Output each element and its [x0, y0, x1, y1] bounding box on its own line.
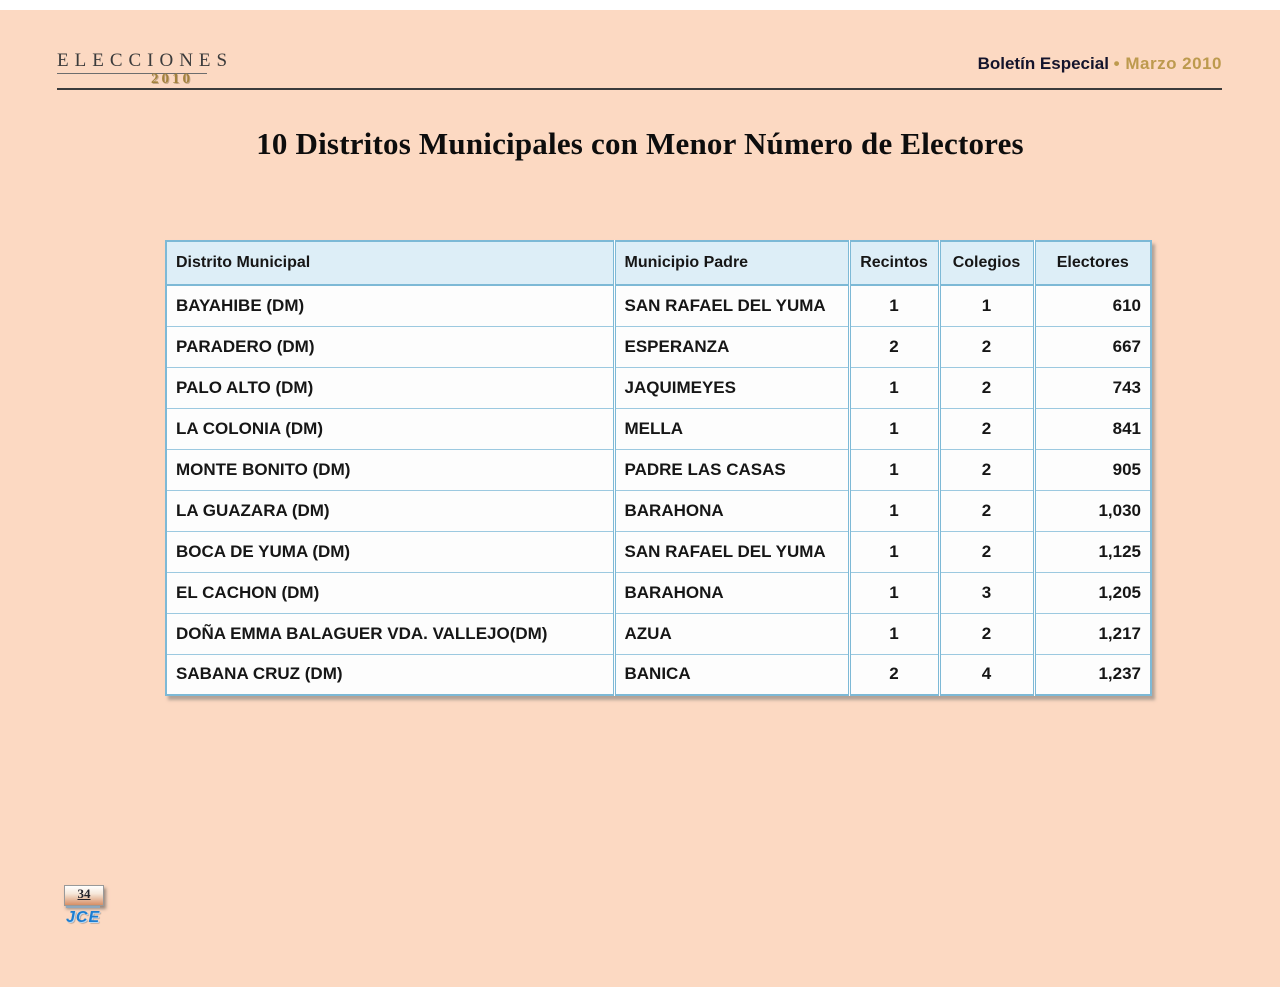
table-cell: 1,125 [1034, 531, 1151, 572]
table-cell: 1 [849, 490, 939, 531]
page-title: 10 Distritos Municipales con Menor Número de Electores [256, 126, 1024, 161]
table-cell: 2 [849, 654, 939, 695]
table-cell: 1 [849, 408, 939, 449]
table-cell: 610 [1034, 285, 1151, 326]
table-cell: 2 [939, 613, 1034, 654]
table-cell: ESPERANZA [614, 326, 849, 367]
header-cell: Municipio Padre [614, 241, 849, 285]
header-divider [57, 88, 1222, 90]
table-cell: BANICA [614, 654, 849, 695]
table-cell: 1 [939, 285, 1034, 326]
table-cell: 3 [939, 572, 1034, 613]
table-cell: 1 [849, 531, 939, 572]
table-row [166, 654, 1151, 695]
table-cell: 1,205 [1034, 572, 1151, 613]
table-cell: LA GUAZARA (DM) [166, 490, 614, 531]
table-cell: 4 [939, 654, 1034, 695]
table-cell: 841 [1034, 408, 1151, 449]
table-cell: 1,237 [1034, 654, 1151, 695]
table-cell: BARAHONA [614, 572, 849, 613]
table-cell: LA COLONIA (DM) [166, 408, 614, 449]
table-cell: 2 [849, 326, 939, 367]
table-cell: 1 [849, 449, 939, 490]
table-cell: SAN RAFAEL DEL YUMA [614, 285, 849, 326]
header-cell: Colegios [939, 241, 1034, 285]
table-cell: 743 [1034, 367, 1151, 408]
table-cell: 2 [939, 449, 1034, 490]
table-row [166, 449, 1151, 490]
header-cell: Recintos [849, 241, 939, 285]
table-cell: MELLA [614, 408, 849, 449]
table-cell: MONTE BONITO (DM) [166, 449, 614, 490]
table-cell: 1 [849, 367, 939, 408]
table-cell: 1 [849, 285, 939, 326]
table-row [166, 285, 1151, 326]
table-cell: PARADERO (DM) [166, 326, 614, 367]
table-cell: 1,030 [1034, 490, 1151, 531]
jce-logo: JCE [66, 906, 100, 927]
table-cell: BARAHONA [614, 490, 849, 531]
issue-line [978, 54, 1222, 74]
header-cell: Electores [1034, 241, 1151, 285]
table-cell: JAQUIMEYES [614, 367, 849, 408]
table-cell: 905 [1034, 449, 1151, 490]
table-cell: 2 [939, 326, 1034, 367]
table-row [166, 490, 1151, 531]
brand-year-text: 2010 [57, 71, 207, 90]
table-cell: BAYAHIBE (DM) [166, 285, 614, 326]
table-header-row [166, 241, 1151, 285]
table-cell: 2 [939, 408, 1034, 449]
table-row [166, 613, 1151, 654]
page-number-text: 34 [77, 886, 91, 901]
table-cell: EL CACHON (DM) [166, 572, 614, 613]
table-row [166, 572, 1151, 613]
table-row [166, 367, 1151, 408]
brand-elecciones-text: ELECCIONES [57, 50, 207, 74]
header-cell: Distrito Municipal [166, 241, 614, 285]
elecciones-2010-logo [57, 50, 234, 90]
table-cell: 2 [939, 367, 1034, 408]
table-cell: PALO ALTO (DM) [166, 367, 614, 408]
table-cell: SABANA CRUZ (DM) [166, 654, 614, 695]
table-cell: 667 [1034, 326, 1151, 367]
table-cell: PADRE LAS CASAS [614, 449, 849, 490]
page-number-badge [64, 885, 104, 906]
table-cell: DOÑA EMMA BALAGUER VDA. VALLEJO(DM) [166, 613, 614, 654]
table-cell: AZUA [614, 613, 849, 654]
table-cell: 1,217 [1034, 613, 1151, 654]
table-body [166, 285, 1151, 695]
table-cell: 2 [939, 531, 1034, 572]
table-cell: 1 [849, 572, 939, 613]
issue-name-text: Boletín Especial [977, 54, 1109, 73]
table-row [166, 408, 1151, 449]
issue-date-text: • Marzo 2010 [1113, 54, 1222, 73]
electors-table [165, 240, 1152, 696]
table-cell: SAN RAFAEL DEL YUMA [614, 531, 849, 572]
table-cell: BOCA DE YUMA (DM) [166, 531, 614, 572]
table-row [166, 531, 1151, 572]
table-cell: 2 [939, 490, 1034, 531]
electors-table-container [165, 240, 1152, 696]
table-cell: 1 [849, 613, 939, 654]
table-row [166, 326, 1151, 367]
